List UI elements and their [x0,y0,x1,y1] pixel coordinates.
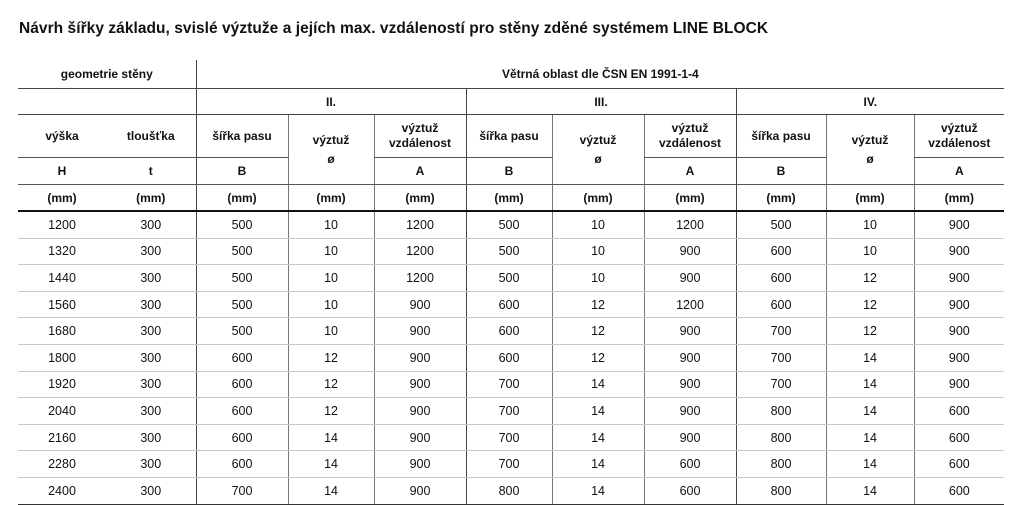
table-cell: 14 [826,477,914,504]
table-cell: 600 [644,477,736,504]
table-cell: 14 [288,451,374,478]
table-cell: 1200 [374,238,466,265]
table-cell: 10 [288,211,374,238]
table-row [18,371,1004,398]
col-vyztuz-ii-label: výztuž [312,132,350,147]
table-cell: 10 [826,238,914,265]
table-cell: 600 [644,451,736,478]
table-cell: 700 [736,371,826,398]
table-cell: 600 [736,265,826,292]
col-vyztuz-iii-symbol: ø [594,151,602,166]
sym-h: H [18,158,106,185]
table-cell: 10 [826,211,914,238]
table-cell: 1320 [18,238,106,265]
table-cell: 900 [914,291,1004,318]
col-tloustka: tloušťka [106,115,196,158]
table-cell: 700 [736,318,826,345]
table-cell: 12 [826,318,914,345]
table-cell: 14 [826,371,914,398]
table-cell: 500 [196,265,288,292]
table-cell: 10 [288,238,374,265]
table-cell: 12 [288,371,374,398]
table-cell: 600 [196,344,288,371]
table-cell: 900 [644,344,736,371]
table-row [18,451,1004,478]
table-cell: 1800 [18,344,106,371]
table-cell: 300 [106,238,196,265]
table-cell: 900 [374,371,466,398]
table-row [18,265,1004,292]
unit-vyztuz-iv: (mm) [826,185,914,212]
table-cell: 500 [196,318,288,345]
table-cell: 600 [466,344,552,371]
col-vzdalenost-iii-line2: vzdálenost [659,136,722,150]
table-cell: 2280 [18,451,106,478]
table-cell: 500 [736,211,826,238]
table-cell: 12 [826,291,914,318]
table-cell: 300 [106,211,196,238]
table-cell: 900 [374,318,466,345]
table-cell: 10 [552,265,644,292]
sym-a-ii: A [374,158,466,185]
header-zone-iv: IV. [736,89,1004,115]
col-vyztuz-ii [288,115,374,185]
table-cell: 700 [466,398,552,425]
table-cell: 900 [644,238,736,265]
col-vzdalenost-iii-line1: výztuž [671,121,709,135]
table-cell: 1200 [374,265,466,292]
unit-tloustka: (mm) [106,185,196,212]
table-cell: 300 [106,424,196,451]
table-row [18,318,1004,345]
unit-vyska: (mm) [18,185,106,212]
table-cell: 10 [552,238,644,265]
table-cell: 800 [736,398,826,425]
unit-sirka-ii: (mm) [196,185,288,212]
header-empty [18,89,196,115]
table-cell: 1440 [18,265,106,292]
table-cell: 14 [826,344,914,371]
table-cell: 900 [644,371,736,398]
table-cell: 500 [466,265,552,292]
col-vzdalenost-ii [374,115,466,158]
table-cell: 900 [914,265,1004,292]
col-vyztuz-iii [552,115,644,185]
table-cell: 10 [288,318,374,345]
table-cell: 700 [196,477,288,504]
table-cell: 300 [106,398,196,425]
table-cell: 900 [644,398,736,425]
col-vyztuz-iv [826,115,914,185]
sym-a-iii: A [644,158,736,185]
table-cell: 12 [826,265,914,292]
table-cell: 900 [914,211,1004,238]
table-cell: 900 [644,265,736,292]
table-cell: 900 [914,318,1004,345]
col-vyska: výška [18,115,106,158]
unit-vzdalenost-iv: (mm) [914,185,1004,212]
table-cell: 600 [914,424,1004,451]
col-vzdalenost-iii [644,115,736,158]
table-cell: 600 [466,291,552,318]
unit-vzdalenost-iii: (mm) [644,185,736,212]
table-cell: 900 [644,318,736,345]
table-cell: 2160 [18,424,106,451]
table-cell: 14 [552,371,644,398]
table-cell: 900 [374,424,466,451]
table-cell: 600 [196,451,288,478]
table-cell: 800 [736,477,826,504]
table-cell: 600 [196,371,288,398]
col-sirka-pasu-iv: šířka pasu [736,115,826,158]
table-cell: 1560 [18,291,106,318]
table-cell: 600 [914,451,1004,478]
sym-b-iv: B [736,158,826,185]
table-cell: 1200 [374,211,466,238]
table-cell: 600 [736,238,826,265]
table-cell: 300 [106,371,196,398]
table-cell: 12 [288,344,374,371]
unit-vyztuz-ii: (mm) [288,185,374,212]
table-cell: 12 [552,344,644,371]
table-cell: 600 [736,291,826,318]
col-sirka-pasu-iii: šířka pasu [466,115,552,158]
col-sirka-pasu-ii: šířka pasu [196,115,288,158]
table-cell: 14 [826,424,914,451]
table-row [18,211,1004,238]
sym-b-ii: B [196,158,288,185]
table-cell: 500 [196,211,288,238]
table-cell: 900 [914,371,1004,398]
table-cell: 700 [466,424,552,451]
col-vyztuz-iii-label: výztuž [579,132,617,147]
table-cell: 600 [914,477,1004,504]
table-cell: 300 [106,477,196,504]
col-vyztuz-iv-label: výztuž [851,132,889,147]
table-cell: 14 [826,451,914,478]
table-cell: 14 [826,398,914,425]
table-cell: 700 [736,344,826,371]
unit-sirka-iv: (mm) [736,185,826,212]
table-cell: 14 [288,424,374,451]
table-row [18,477,1004,504]
table-cell: 12 [552,318,644,345]
sym-t: t [106,158,196,185]
table-cell: 1920 [18,371,106,398]
table-cell: 10 [288,265,374,292]
table-cell: 700 [466,371,552,398]
table-cell: 600 [196,398,288,425]
reinforcement-table [18,60,1004,505]
header-zone-iii: III. [466,89,736,115]
table-row [18,424,1004,451]
table-cell: 900 [374,344,466,371]
unit-vzdalenost-ii: (mm) [374,185,466,212]
header-wind-zone: Větrná oblast dle ČSN EN 1991-1-4 [196,60,1004,89]
table-cell: 600 [914,398,1004,425]
table-row [18,238,1004,265]
table-cell: 1200 [18,211,106,238]
table-cell: 12 [552,291,644,318]
col-vyztuz-ii-symbol: ø [327,151,335,166]
table-cell: 10 [552,211,644,238]
table-cell: 900 [374,398,466,425]
table-cell: 600 [196,424,288,451]
table-cell: 14 [552,451,644,478]
table-cell: 900 [914,238,1004,265]
col-vzdalenost-ii-line2: vzdálenost [389,136,452,150]
col-vzdalenost-iv-line1: výztuž [940,121,978,135]
page-title: Návrh šířky základu, svislé výztuže a jejích max. vzdáleností pro stěny zděné systémem LINE BLOCK [19,20,769,37]
table-row [18,344,1004,371]
table-cell: 14 [552,424,644,451]
unit-sirka-iii: (mm) [466,185,552,212]
table-cell: 500 [196,291,288,318]
table-body [18,211,1004,504]
table-row [18,398,1004,425]
table-cell: 800 [736,451,826,478]
table-cell: 10 [288,291,374,318]
table-cell: 300 [106,344,196,371]
col-vzdalenost-ii-line1: výztuž [401,121,439,135]
table-cell: 300 [106,291,196,318]
table-cell: 12 [288,398,374,425]
table-cell: 600 [466,318,552,345]
header-geometry: geometrie stěny [18,60,196,89]
table-cell: 14 [552,398,644,425]
table-cell: 900 [374,451,466,478]
col-vzdalenost-iv [914,115,1004,158]
table-cell: 2040 [18,398,106,425]
table-cell: 300 [106,451,196,478]
unit-vyztuz-iii: (mm) [552,185,644,212]
table-cell: 1200 [644,211,736,238]
sym-a-iv: A [914,158,1004,185]
table-cell: 900 [374,291,466,318]
table-cell: 500 [466,238,552,265]
table-cell: 800 [466,477,552,504]
table-cell: 900 [644,424,736,451]
table-cell: 700 [466,451,552,478]
table-cell: 900 [374,477,466,504]
sym-b-iii: B [466,158,552,185]
col-vzdalenost-iv-line2: vzdálenost [928,136,991,150]
table-cell: 1200 [644,291,736,318]
table-cell: 500 [466,211,552,238]
table-cell: 300 [106,265,196,292]
header-zone-ii: II. [196,89,466,115]
col-vyztuz-iv-symbol: ø [866,151,874,166]
table-row [18,291,1004,318]
table-cell: 900 [914,344,1004,371]
table-cell: 300 [106,318,196,345]
table-cell: 14 [288,477,374,504]
table-cell: 800 [736,424,826,451]
table-cell: 2400 [18,477,106,504]
table-cell: 14 [552,477,644,504]
table-cell: 500 [196,238,288,265]
table-cell: 1680 [18,318,106,345]
